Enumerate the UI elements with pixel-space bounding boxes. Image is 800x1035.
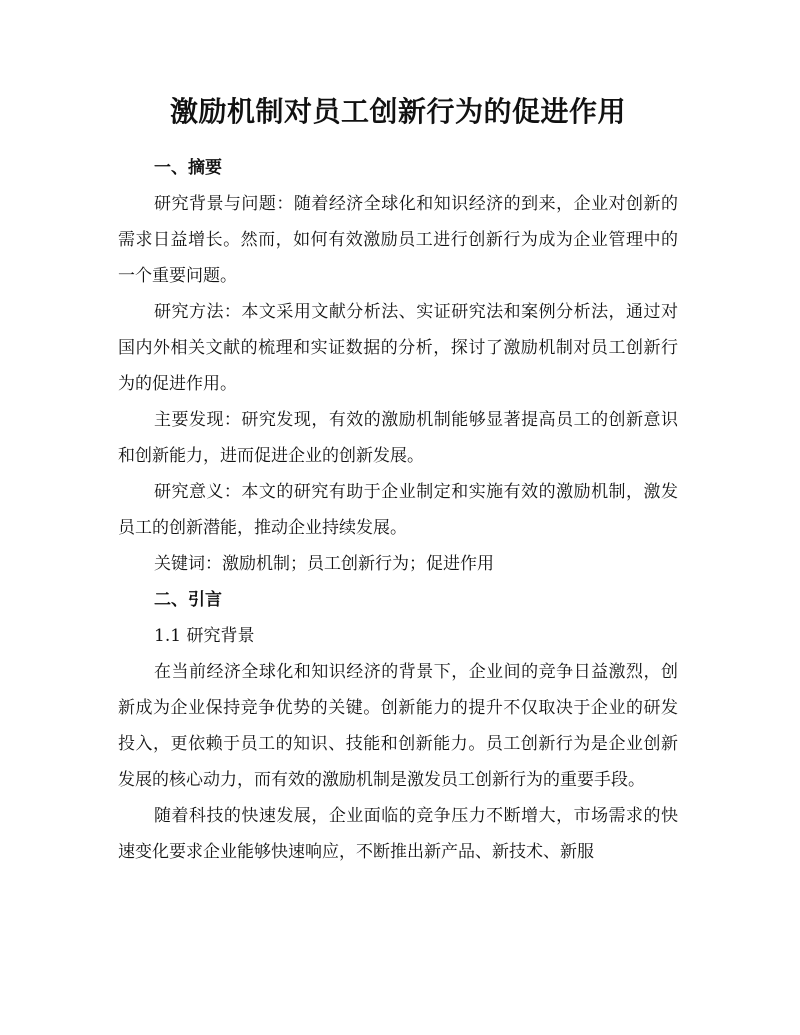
- document-title: 激励机制对员工创新行为的促进作用: [169, 95, 626, 128]
- section-heading-introduction: 二、引言: [154, 590, 222, 610]
- section-heading-abstract: 一、摘要: [154, 158, 222, 178]
- section-introduction: [118, 582, 678, 870]
- section-abstract: [118, 150, 678, 582]
- paragraph-findings: 主要发现：研究发现，有效的激励机制能够显著提高员工的创新意识和创新能力，进而促进企业的创新发展。: [118, 410, 678, 466]
- subsection-heading-background: 1.1 研究背景: [154, 626, 255, 646]
- paragraph-background: 研究背景与问题：随着经济全球化和知识经济的到来，企业对创新的需求日益增长。然而，如何有效激励员工进行创新行为成为企业管理中的一个重要问题。: [118, 194, 678, 286]
- paragraph-intro-tech: 随着科技的快速发展，企业面临的竞争压力不断增大，市场需求的快速变化要求企业能够快速响应，不断推出新产品、新技术、新服: [118, 806, 678, 862]
- paragraph-keywords: 关键词：激励机制；员工创新行为；促进作用: [154, 554, 494, 574]
- document-page: [118, 92, 678, 870]
- paragraph-significance: 研究意义：本文的研究有助于企业制定和实施有效的激励机制，激发员工的创新潜能，推动企业持续发展。: [118, 482, 678, 538]
- paragraph-methods: 研究方法：本文采用文献分析法、实证研究法和案例分析法，通过对国内外相关文献的梳理和实证数据的分析，探讨了激励机制对员工创新行为的促进作用。: [118, 302, 678, 394]
- paragraph-intro-background: 在当前经济全球化和知识经济的背景下，企业间的竞争日益激烈，创新成为企业保持竞争优势的关键。创新能力的提升不仅取决于企业的研发投入，更依赖于员工的知识、技能和创新能力。员工创新行为是企业创新发展的核心动力，而有效的激励机制是激发员工创新行为的重要手段。: [118, 662, 678, 790]
